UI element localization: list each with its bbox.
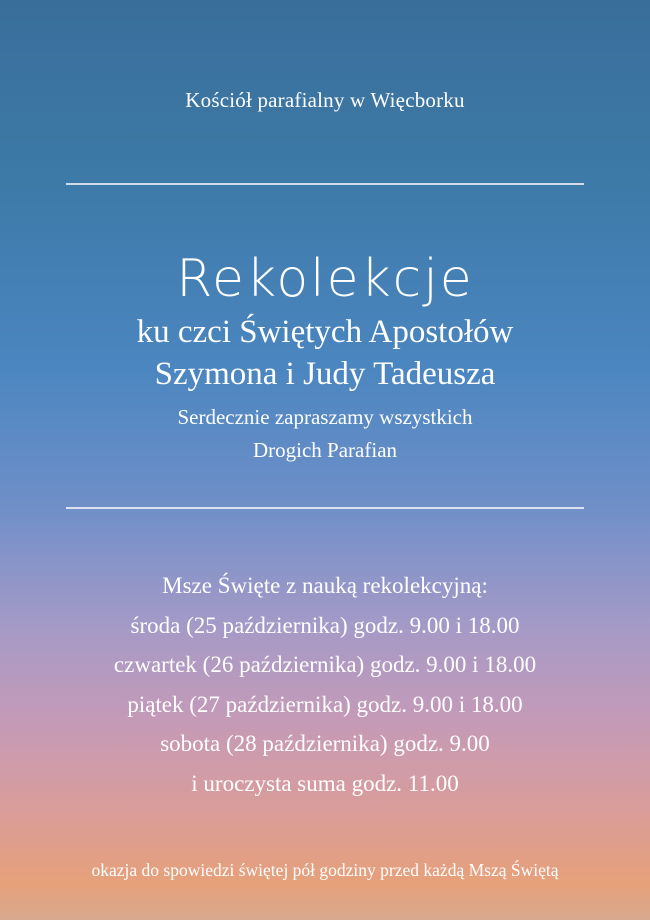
invitation-line-1: Serdecznie zapraszamy wszystkich <box>177 405 473 429</box>
top-divider <box>66 183 584 185</box>
schedule-heading: Msze Święte z nauką rekolekcyjną: <box>162 573 488 598</box>
schedule-line: czwartek (26 października) godz. 9.00 i 18.00 <box>113 652 537 677</box>
subtitle-line-2: Szymona i Judy Tadeusza <box>154 356 496 392</box>
schedule-line: i uroczysta suma godz. 11.00 <box>191 770 459 796</box>
invitation-line-2: Drogich Parafian <box>252 438 398 462</box>
schedule-line: środa (25 października) godz. 9.00 i 18.00 <box>130 612 520 638</box>
schedule-line: sobota (28 października) godz. 9.00 <box>160 731 490 756</box>
subtitle-line-1: ku czci Świętych Apostołów <box>136 314 514 350</box>
bottom-divider <box>66 507 584 509</box>
confession-note: okazja do spowiedzi świętej pół godziny przed każdą Mszą Świętą <box>91 860 559 880</box>
schedule-line: piątek (27 października) godz. 9.00 i 18.00 <box>127 691 523 717</box>
poster-title: Rekolekcje <box>176 249 474 309</box>
church-name: Kościół parafialny w Więcborku <box>185 88 465 112</box>
mass-schedule <box>0 566 650 803</box>
